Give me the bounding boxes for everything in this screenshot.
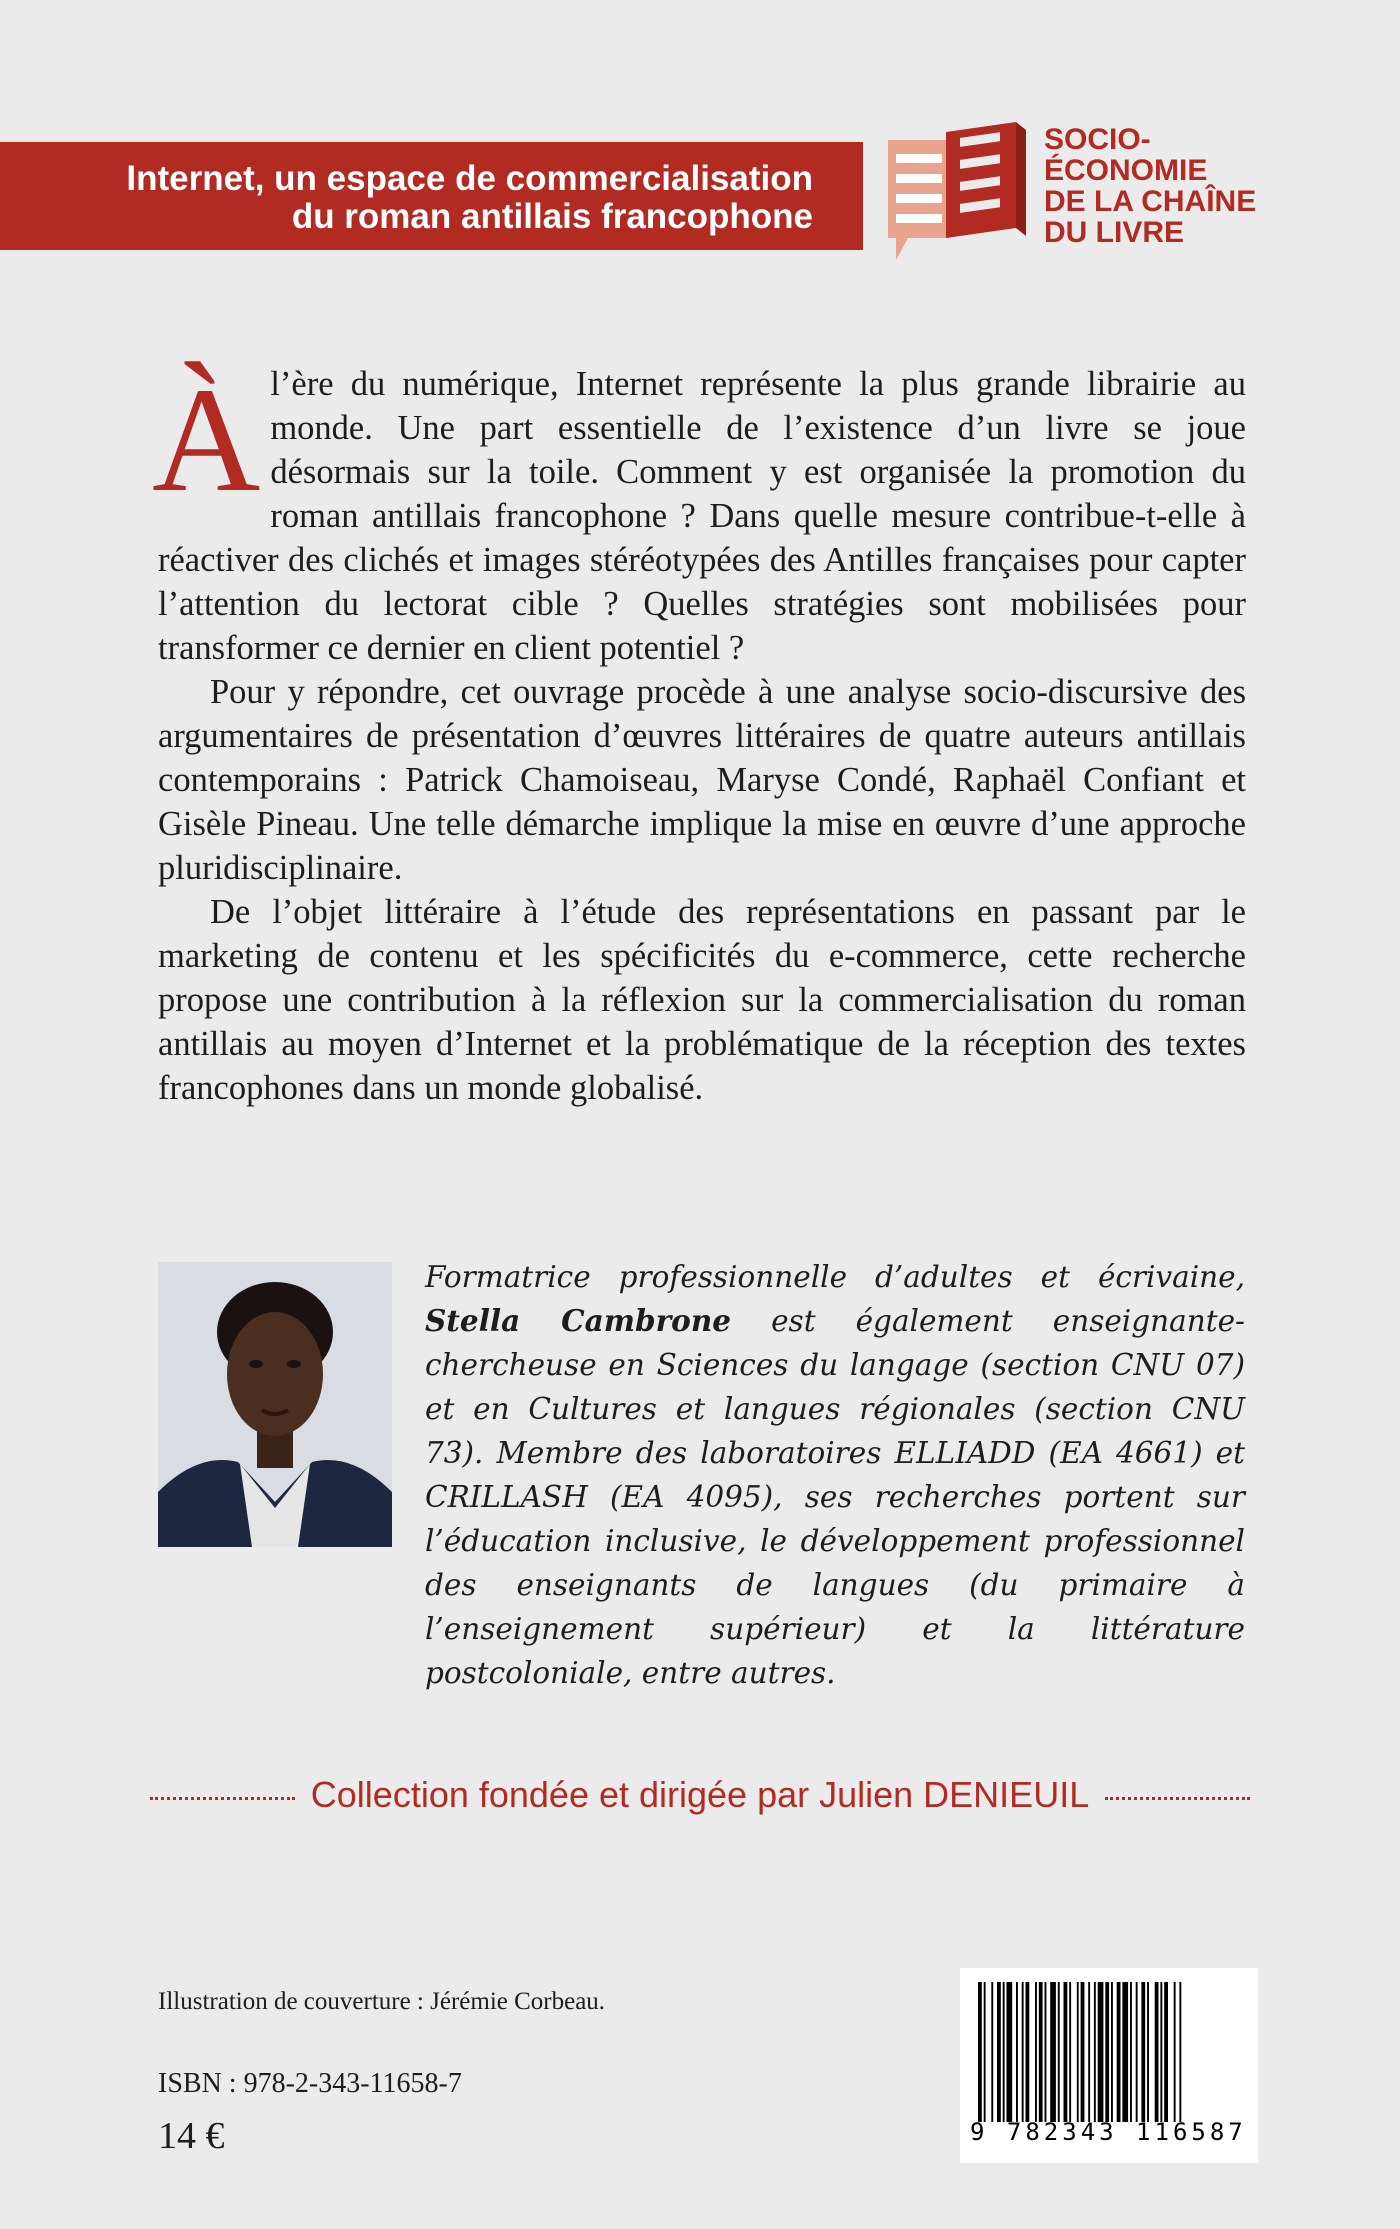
author-bio-intro: Formatrice professionnelle d’adultes et écrivaine,: [425, 1260, 1245, 1294]
logo-line-3: DE LA CHAÎNE: [1044, 185, 1257, 218]
barcode-bar: [1098, 1982, 1104, 2122]
barcode-bar: [1136, 1982, 1138, 2122]
barcode-bar: [1026, 1982, 1030, 2122]
barcode-bar: [1069, 1982, 1071, 2122]
author-bio-text: est également enseignante-chercheuse en Sciences du langage (section CNU 07) et en Cultures et langues régionales (section CNU 73). Membre des laboratoires ELLIADD (EA 4661) et CRILLASH (EA 4095), ses recherches portent sur l’éducation inclusive, le développement professionnel des enseignants de langues (du primaire à l’enseignement supérieur) et la littérature postcoloniale, entre autres.: [425, 1304, 1245, 1690]
author-photo: [158, 1262, 392, 1547]
book-summary: [152, 357, 1246, 1110]
barcode-bar: [1122, 1982, 1128, 2122]
price: 14 €: [158, 2115, 225, 2157]
barcode-bar: [1155, 1982, 1159, 2122]
logo-line-2: ÉCONOMIE: [1044, 154, 1208, 187]
logo-line-1: SOCIO-: [1044, 123, 1151, 156]
summary-paragraph-3: De l’objet littéraire à l’étude des représentations en passant par le marketing de contenu et les spécificités du e-commerce, cette recherche propose une contribution à la réflexion sur la commercialisation du roman antillais au moyen d’Internet et la problématique de la réception des textes francophones dans un monde globalisé.: [158, 893, 1246, 1107]
barcode-bar: [1130, 1982, 1132, 2122]
barcode-bar: [1077, 1982, 1079, 2122]
barcode-bar: [1007, 1982, 1013, 2122]
barcode-bar: [1141, 1982, 1145, 2122]
collection-credit: Collection fondée et dirigée par Julien DENIEUIL: [310, 1774, 1090, 1815]
author-name: Stella Cambrone: [425, 1303, 732, 1338]
series-logo-text: [1044, 124, 1256, 248]
book-title-line-2: du roman antillais francophone: [291, 197, 813, 236]
barcode-bar: [1016, 1982, 1018, 2122]
cover-illustration-credit: Illustration de couverture : Jérémie Corbeau.: [158, 1988, 606, 2015]
barcode-bar: [1160, 1982, 1162, 2122]
barcode-bar: [1058, 1982, 1060, 2122]
barcode-bar: [1039, 1982, 1043, 2122]
summary-paragraph-2: Pour y répondre, cet ouvrage procède à une analyse socio-discursive des argumentaires de présentation d’œuvres littéraires de quatre auteurs antillais contemporains : Patrick Chamoiseau, Maryse Condé, Raphaël Confiant et Gisèle Pineau. Une telle démarche implique la mise en œuvre d’une approche pluridisciplinaire.: [158, 673, 1246, 887]
barcode-bar: [984, 1982, 986, 2122]
barcode-bar: [1088, 1982, 1090, 2122]
barcode-bar: [1094, 1982, 1096, 2122]
barcode-bar: [1050, 1982, 1056, 2122]
barcode-bar: [1174, 1982, 1176, 2122]
barcode-bar: [1105, 1982, 1109, 2122]
logo-line-4: DU LIVRE: [1044, 216, 1185, 249]
summary-paragraph-1: l’ère du numérique, Internet représente la plus grande librairie au monde. Une part essentielle de l’existence d’un livre se joue désormais sur la toile. Comment y est organisée la promotion du roman antillais francophone ? Dans quelle mesure contribue-t-elle à réactiver des clichés et images stéréotypées des Antilles françaises pour capter l’attention du lectorat cible ? Quelles stratégies sont mobilisées pour transformer ce dernier en client potentiel ?: [158, 365, 1246, 667]
barcode-bar: [1035, 1982, 1037, 2122]
barcode-bar: [1117, 1982, 1121, 2122]
barcode-digits: 9 782343 116587: [970, 2118, 1247, 2146]
barcode-bar: [1081, 1982, 1085, 2122]
book-title-line-1: Internet, un espace de commercialisation: [126, 159, 813, 198]
book-shelf-speech-icon: [888, 122, 1028, 268]
barcode-bar: [1179, 1982, 1181, 2122]
barcode-bar: [978, 1982, 982, 2122]
isbn: ISBN : 978-2-343-11658-7: [158, 2068, 462, 2099]
barcode-bar: [991, 1982, 993, 2122]
dotted-divider-right: [1105, 1797, 1250, 1800]
barcode-bar: [1003, 1982, 1005, 2122]
barcode-bar: [1045, 1982, 1047, 2122]
drop-cap: À: [152, 357, 261, 523]
barcode-bar: [997, 1982, 1001, 2122]
barcode-bar: [1064, 1982, 1068, 2122]
barcode-bar: [1147, 1982, 1149, 2122]
barcode-bars: [978, 1982, 1242, 2122]
collection-line: [150, 1770, 1250, 1820]
barcode-bar: [1111, 1982, 1113, 2122]
barcode: [960, 1968, 1258, 2163]
barcode-bar: [1022, 1982, 1024, 2122]
dotted-divider-left: [150, 1797, 295, 1800]
barcode-bar: [1164, 1982, 1168, 2122]
author-bio: [425, 1255, 1245, 1695]
title-band: [0, 142, 863, 250]
